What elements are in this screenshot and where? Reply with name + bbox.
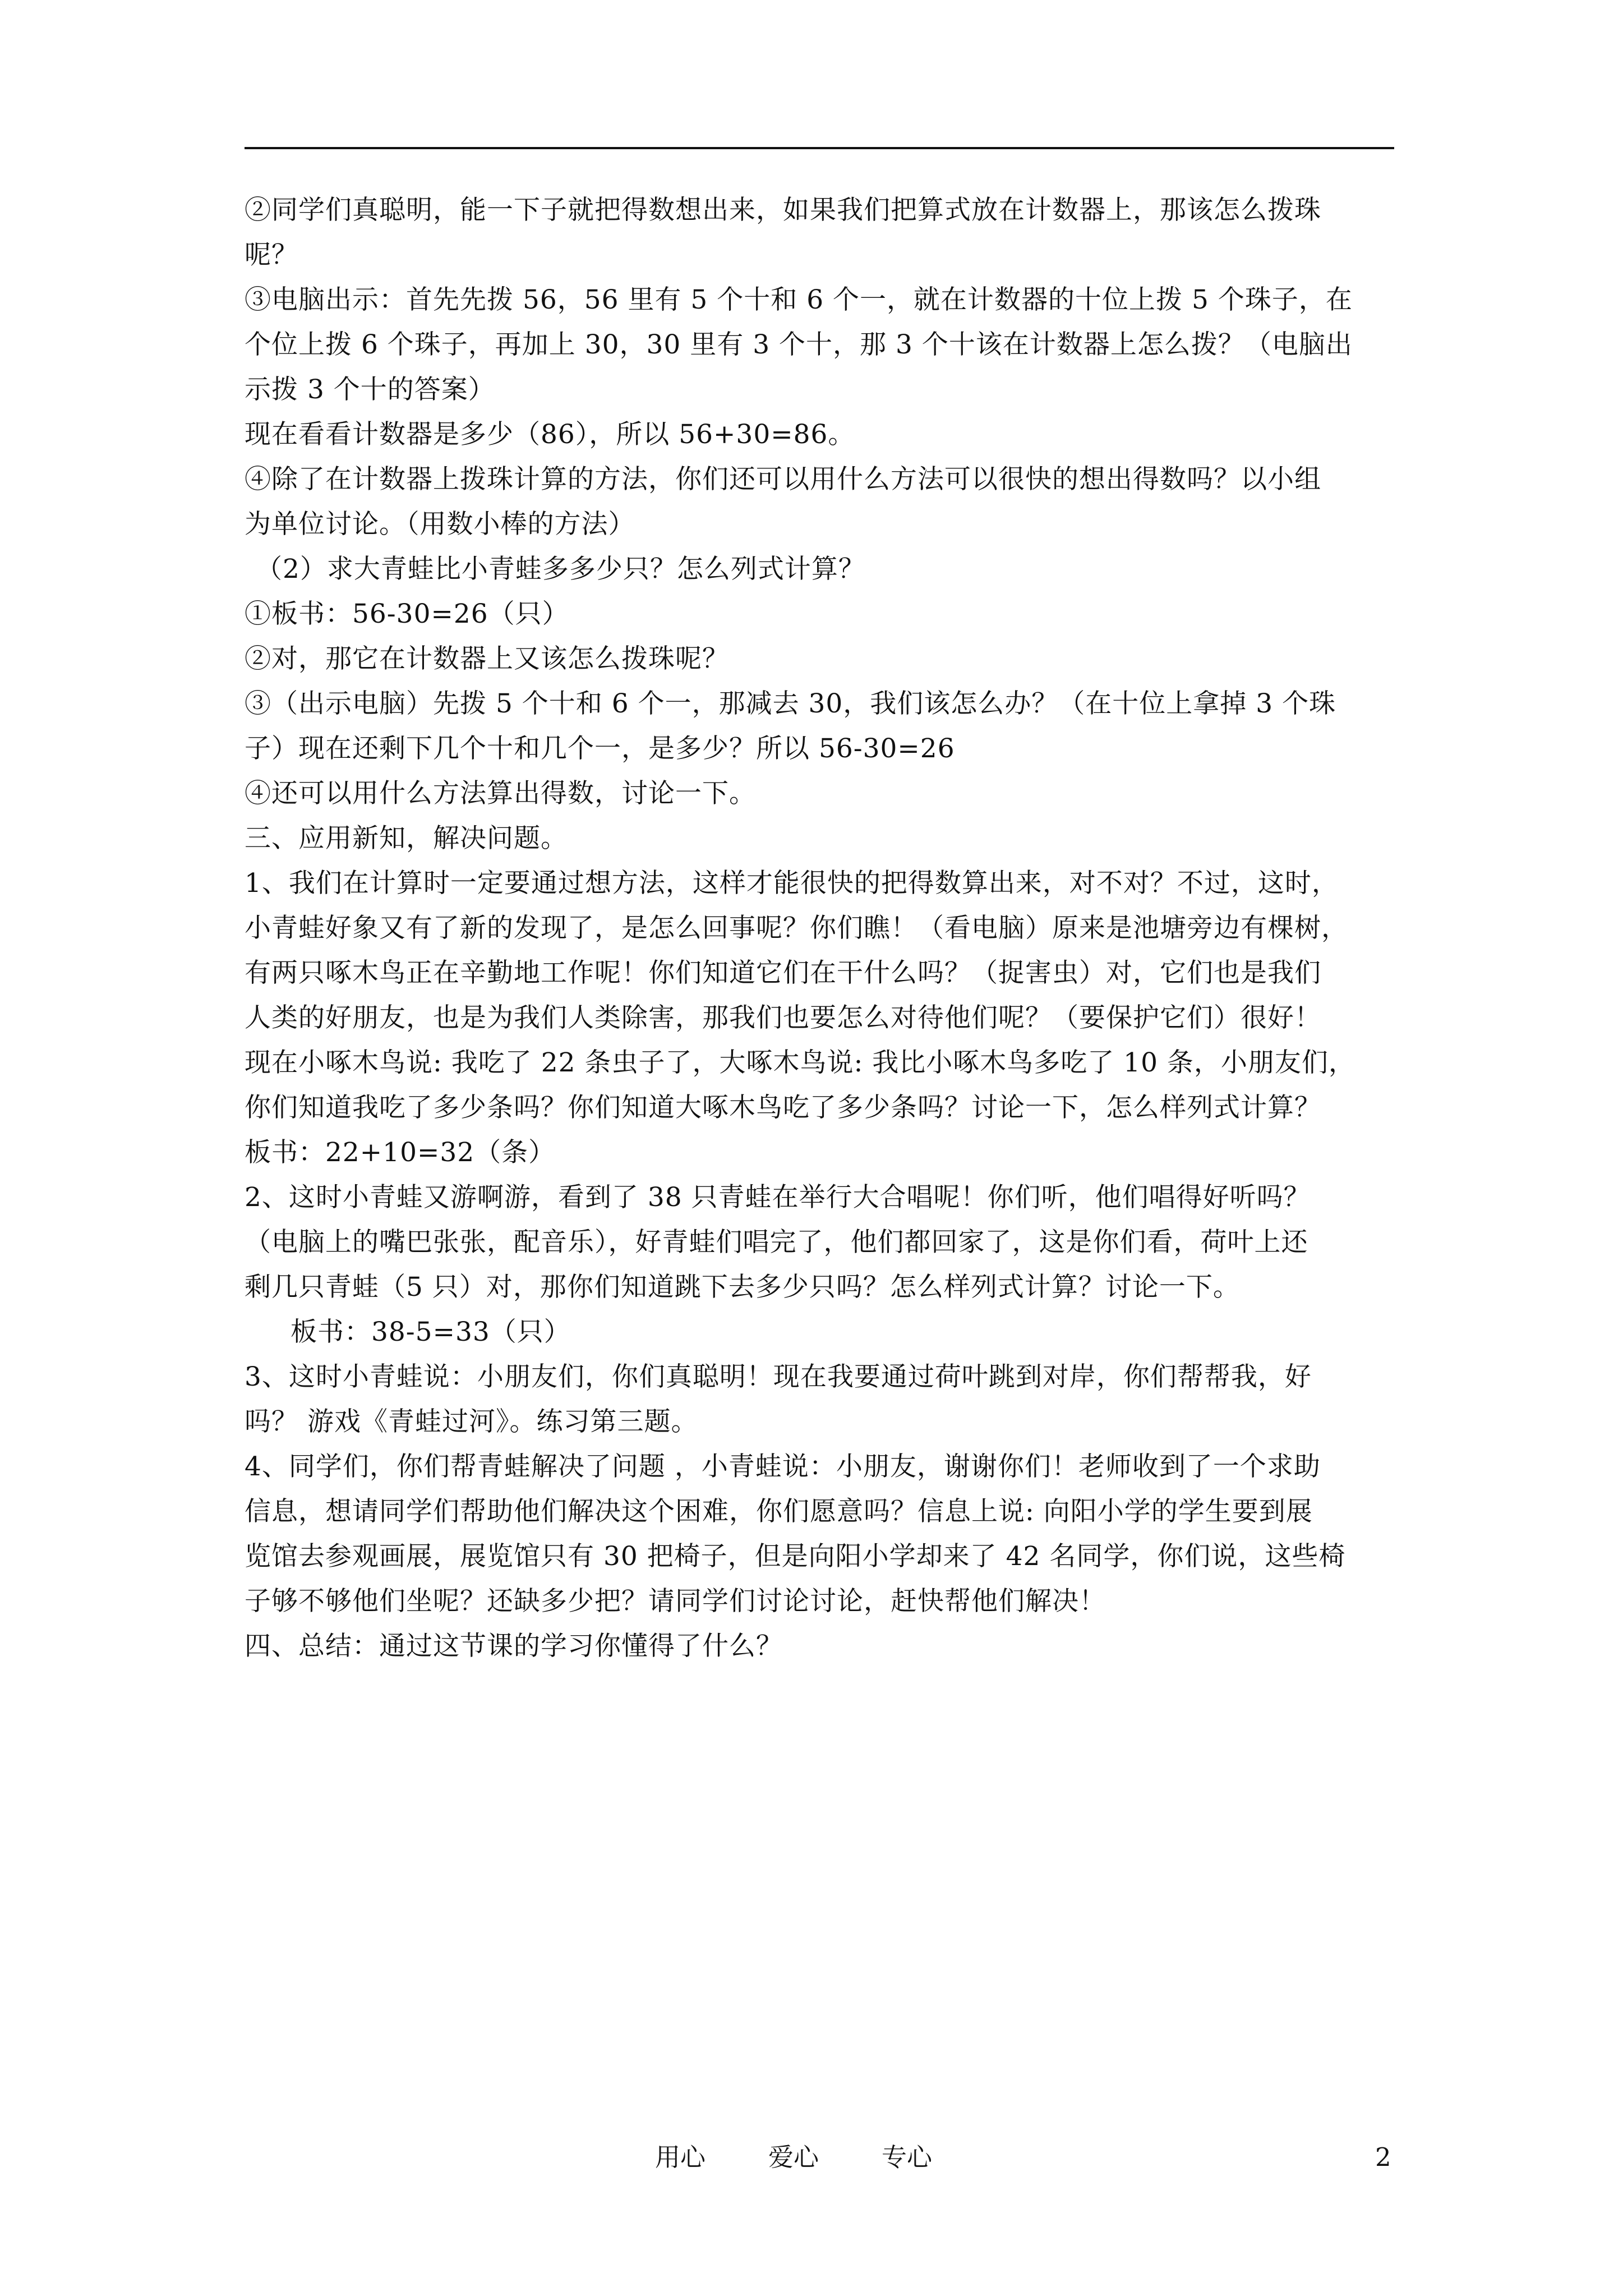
paragraph-line: 人类的好朋友，也是为我们人类除害，那我们也要怎么对待他们呢？（要保护它们）很好！	[245, 1002, 1321, 1033]
paragraph-line: ②同学们真聪明，能一下子就把得数想出来，如果我们把算式放在计数器上，那该怎么拨珠	[245, 195, 1321, 226]
paragraph-line: 示拨 3 个十的答案）	[245, 374, 495, 405]
paragraph-line: 子够不够他们坐呢？还缺多少把？请同学们讨论讨论，赶快帮他们解决！	[245, 1586, 1106, 1617]
paragraph-line: ①板书：56-30=26（只）	[245, 599, 569, 629]
paragraph-line: 4、同学们，你们帮青蛙解决了问题 ，小青蛙说：小朋友，谢谢你们！老师收到了一个求助	[245, 1451, 1321, 1482]
paragraph-line: 你们知道我吃了多少条吗？你们知道大啄木鸟吃了多少条吗？讨论一下，怎么样列式计算？	[245, 1092, 1321, 1123]
paragraph-line: 板书：22+10=32（条）	[245, 1137, 556, 1168]
paragraph-line: 个位上拨 6 个珠子，再加上 30，30 里有 3 个十，那 3 个十该在计数器上怎么拨？（电脑出	[245, 329, 1353, 360]
footer-motto: 专心	[882, 2142, 933, 2172]
paragraph-line: 有两只啄木鸟正在辛勤地工作呢！你们知道它们在干什么吗？（捉害虫）对，它们也是我们	[245, 958, 1321, 988]
paragraph-line: 板书：38-5=33（只）	[291, 1317, 571, 1347]
paragraph-line: 览馆去参观画展，展览馆只有 30 把椅子，但是向阳小学却来了 42 名同学，你们说，这些椅	[245, 1541, 1346, 1572]
footer-motto: 爱心	[768, 2142, 819, 2172]
paragraph-line: 小青蛙好象又有了新的发现了，是怎么回事呢？你们瞧！（看电脑）原来是池塘旁边有棵树，	[245, 913, 1348, 944]
paragraph-line: 现在小啄木鸟说: 我吃了 22 条虫子了，大啄木鸟说: 我比小啄木鸟多吃了 10 条，小朋友们，	[245, 1047, 1355, 1078]
footer-motto: 用心	[655, 2142, 706, 2172]
paragraph-line: 信息，想请同学们帮助他们解决这个困难，你们愿意吗？信息上说: 向阳小学的学生要到展	[245, 1496, 1313, 1527]
paragraph-line: ④除了在计数器上拨珠计算的方法，你们还可以用什么方法可以很快的想出得数吗？以小组	[245, 464, 1321, 495]
paragraph-line: 现在看看计数器是多少（86），所以 56+30=86。	[245, 419, 855, 450]
paragraph-line: （2）求大青蛙比小青蛙多多少只？怎么列式计算？	[256, 554, 865, 585]
paragraph-line: ③（出示电脑）先拨 5 个十和 6 个一，那减去 30，我们该怎么办？（在十位上拿掉 3 个珠	[245, 688, 1336, 719]
document-body	[245, 188, 1394, 1669]
header-rule	[245, 147, 1394, 149]
paragraph-line: 1、我们在计算时一定要通过想方法，这样才能很快的把得数算出来，对不对？不过，这时，	[245, 868, 1339, 899]
paragraph-line: 3、这时小青蛙说：小朋友们，你们真聪明！现在我要通过荷叶跳到对岸，你们帮帮我，好	[245, 1361, 1312, 1392]
paragraph-line: 为单位讨论。（用数小棒的方法）	[245, 509, 635, 540]
paragraph-line: 剩几只青蛙（5 只）对，那你们知道跳下去多少只吗？怎么样列式计算？讨论一下。	[245, 1272, 1240, 1303]
page-number: 2	[1375, 2142, 1391, 2172]
section-heading: 四、总结：通过这节课的学习你懂得了什么？	[245, 1631, 783, 1662]
paragraph-line: 子）现在还剩下几个十和几个一，是多少？所以 56-30=26	[245, 733, 955, 764]
paragraph-line: 呢？	[245, 240, 298, 270]
section-heading: 三、应用新知，解决问题。	[245, 823, 568, 854]
paragraph-line: （电脑上的嘴巴张张，配音乐），好青蛙们唱完了，他们都回家了，这是你们看，荷叶上还	[245, 1227, 1308, 1258]
paragraph-line: ②对，那它在计数器上又该怎么拨珠呢？	[245, 643, 729, 674]
paragraph-line: 2、这时小青蛙又游啊游，看到了 38 只青蛙在举行大合唱呢！你们听，他们唱得好听吗？	[245, 1182, 1311, 1213]
paragraph-line: ④还可以用什么方法算出得数，讨论一下。	[245, 778, 756, 809]
paragraph-line: 吗？ 游戏《青蛙过河》。练习第三题。	[245, 1406, 698, 1437]
footer-mottos	[655, 2141, 935, 2174]
paragraph-line: ③电脑出示：首先先拨 56，56 里有 5 个十和 6 个一，就在计数器的十位上拨 5 个珠子，在	[245, 284, 1353, 315]
